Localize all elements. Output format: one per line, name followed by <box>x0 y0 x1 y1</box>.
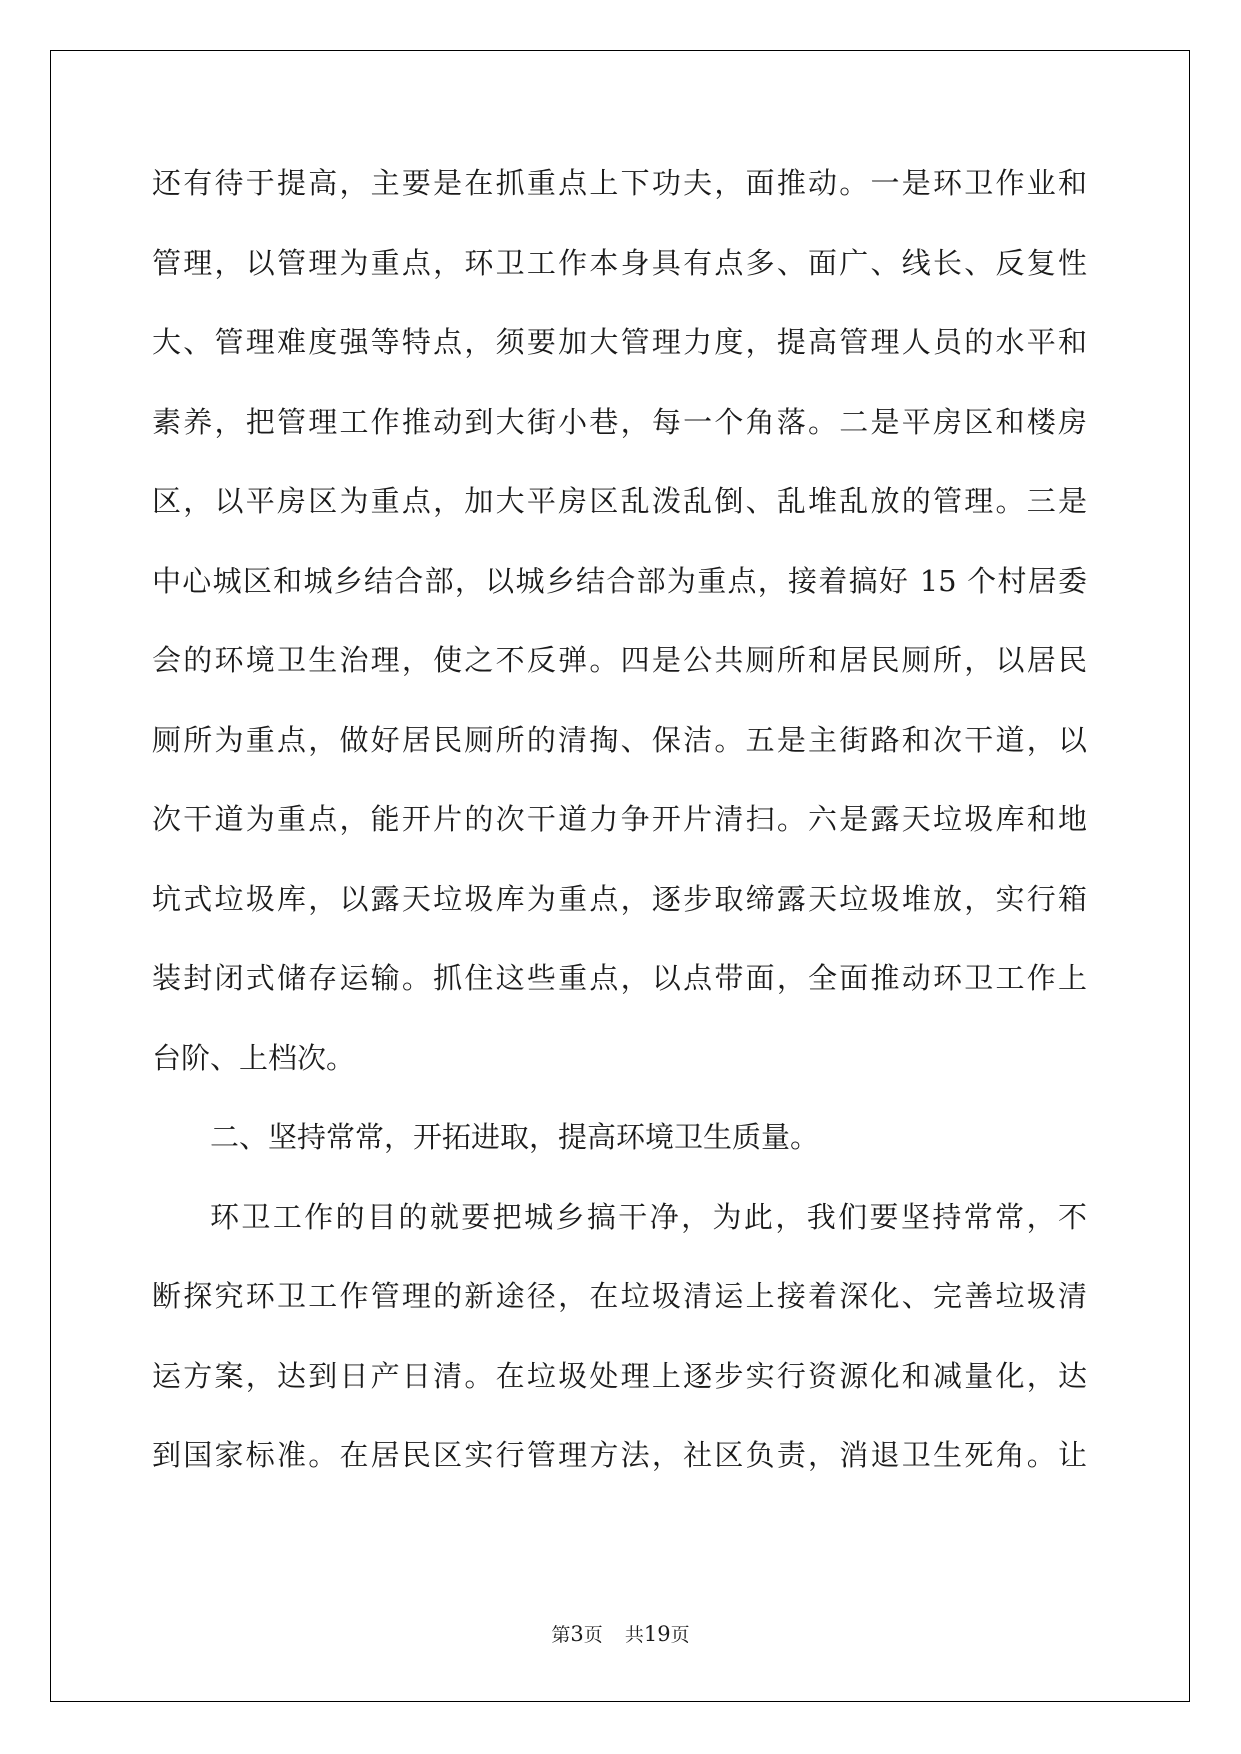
text-line: 环卫工作的目的就要把城乡搞干净，为此，我们要坚持常常，不 <box>210 1199 1087 1234</box>
document-body <box>152 158 1087 1510</box>
text-line: 到国家标准。在居民区实行管理方法，社区负责，消退卫生死角。让 <box>152 1438 1087 1472</box>
text-line: 中心城区和城乡结合部，以城乡结合部为重点，接着搞好 15 个村居委 <box>152 563 1087 598</box>
text-line: 厕所为重点，做好居民厕所的清掏、保洁。五是主街路和次干道，以 <box>152 722 1087 757</box>
text-line: 会的环境卫生治理，使之不反弹。四是公共厕所和居民厕所，以居民 <box>152 643 1087 677</box>
text-line: 区，以平房区为重点，加大平房区乱泼乱倒、乱堆乱放的管理。三是 <box>152 484 1087 518</box>
text-line: 装封闭式储存运输。抓住这些重点，以点带面，全面推动环卫工作上 <box>152 961 1087 995</box>
page-footer <box>0 1620 1241 1647</box>
text-line: 素养，把管理工作推动到大街小巷，每一个角落。二是平房区和楼房 <box>152 404 1087 439</box>
footer-total-suffix: 页 <box>670 1624 690 1646</box>
text-line: 断探究环卫工作管理的新途径，在垃圾清运上接着深化、完善垃圾清 <box>152 1279 1087 1313</box>
text-line: 坑式垃圾库，以露天垃圾库为重点，逐步取缔露天垃圾堆放，实行箱 <box>152 881 1087 916</box>
text-line: 大、管理难度强等特点，须要加大管理力度，提高管理人员的水平和 <box>152 325 1087 359</box>
text-line: 次干道为重点，能开片的次干道力争开片清扫。六是露天垃圾库和地 <box>152 802 1087 836</box>
footer-page-suffix: 页 <box>583 1624 603 1646</box>
footer-prefix: 第 <box>551 1624 571 1646</box>
text-line: 运方案，达到日产日清。在垃圾处理上逐步实行资源化和减量化，达 <box>152 1358 1087 1393</box>
total-page-count: 19 <box>643 1622 671 1646</box>
footer-total-prefix: 共 <box>624 1624 644 1646</box>
text-line: 管理，以管理为重点，环卫工作本身具有点多、面广、线长、反复性 <box>152 245 1087 280</box>
text-line: 还有待于提高，主要是在抓重点上下功夫，面推动。一是环卫作业和 <box>152 166 1087 200</box>
text-line: 台阶、上档次。 <box>152 1040 356 1075</box>
section-heading: 二、坚持常常，开拓进取，提高环境卫生质量。 <box>210 1120 820 1154</box>
current-page-number: 3 <box>570 1622 584 1646</box>
